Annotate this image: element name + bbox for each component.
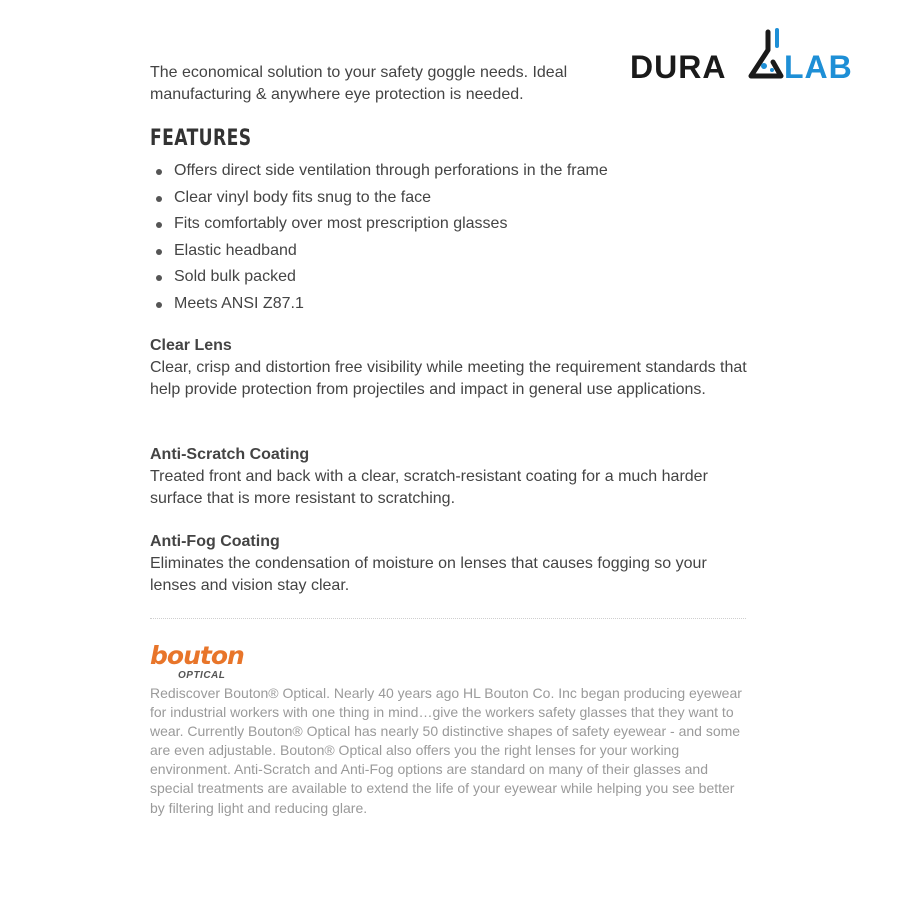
feature-item <box>150 238 710 265</box>
section-body: Clear, crisp and distortion free visibility while meeting the requirement standards that help provide protection from projectiles and impact in general use applications. <box>150 359 747 398</box>
feature-item-text: Elastic headband <box>174 241 297 259</box>
section-anti-scratch <box>150 444 750 510</box>
section-title: Clear Lens <box>150 337 232 354</box>
feature-item <box>150 158 710 185</box>
duralab-logo-dura: DURA <box>630 49 727 85</box>
flask-icon <box>751 30 781 76</box>
feature-item <box>150 185 710 212</box>
intro-text: The economical solution to your safety goggle needs. Ideal manufacturing & anywhere eye protection is needed. <box>150 64 568 103</box>
bouton-description: Rediscover Bouton® Optical. Nearly 40 years ago HL Bouton Co. Inc began producing eyewear for industrial workers with one thing in mind…give the workers safety glasses that they want to wear. Currently Bouton® Optical has nearly 50 distinctive shapes of safety eyewear - and some are even adjustable. Bouton® Optical also offers you the right lenses for your working environment. Anti-Scratch and Anti-Fog options are standard on many of their glasses and special treatments are available to extend the life of your eyewear while helping you see better by filtering light and reducing glare. <box>150 685 742 816</box>
section-title: Anti-Fog Coating <box>150 533 280 550</box>
feature-item-text: Sold bulk packed <box>174 268 296 286</box>
feature-item <box>150 291 710 318</box>
bouton-logo-sub: OPTICAL <box>178 670 226 681</box>
bouton-optical-logo <box>148 637 244 683</box>
section-title: Anti-Scratch Coating <box>150 446 310 463</box>
features-list <box>150 158 710 318</box>
feature-item-text: Meets ANSI Z87.1 <box>174 294 304 312</box>
bullet-icon <box>156 222 162 228</box>
feature-item-text: Offers direct side ventilation through perforations in the frame <box>174 162 608 179</box>
bullet-icon <box>156 302 162 308</box>
bullet-icon <box>156 196 162 202</box>
section-body: Eliminates the condensation of moisture on lenses that causes fogging so your lenses and vision stay clear. <box>150 555 707 594</box>
bouton-logo-word: bouton <box>150 641 244 670</box>
features-heading: FEATURES <box>150 126 252 151</box>
duralab-logo-lab: LAB <box>784 49 853 85</box>
feature-item-text: Clear vinyl body fits snug to the face <box>174 188 432 206</box>
bullet-icon <box>156 249 162 255</box>
bullet-icon <box>156 275 162 281</box>
section-anti-fog <box>150 531 750 597</box>
divider <box>150 618 746 619</box>
section-body: Treated front and back with a clear, scratch-resistant coating for a much harder surface that is more resistant to scratching. <box>150 468 708 507</box>
feature-item <box>150 211 710 238</box>
section-clear-lens <box>150 335 750 401</box>
bullet-icon <box>156 169 162 175</box>
feature-item-text: Fits comfortably over most prescription glasses <box>174 215 508 233</box>
feature-item <box>150 264 710 291</box>
duralab-logo <box>628 26 858 86</box>
